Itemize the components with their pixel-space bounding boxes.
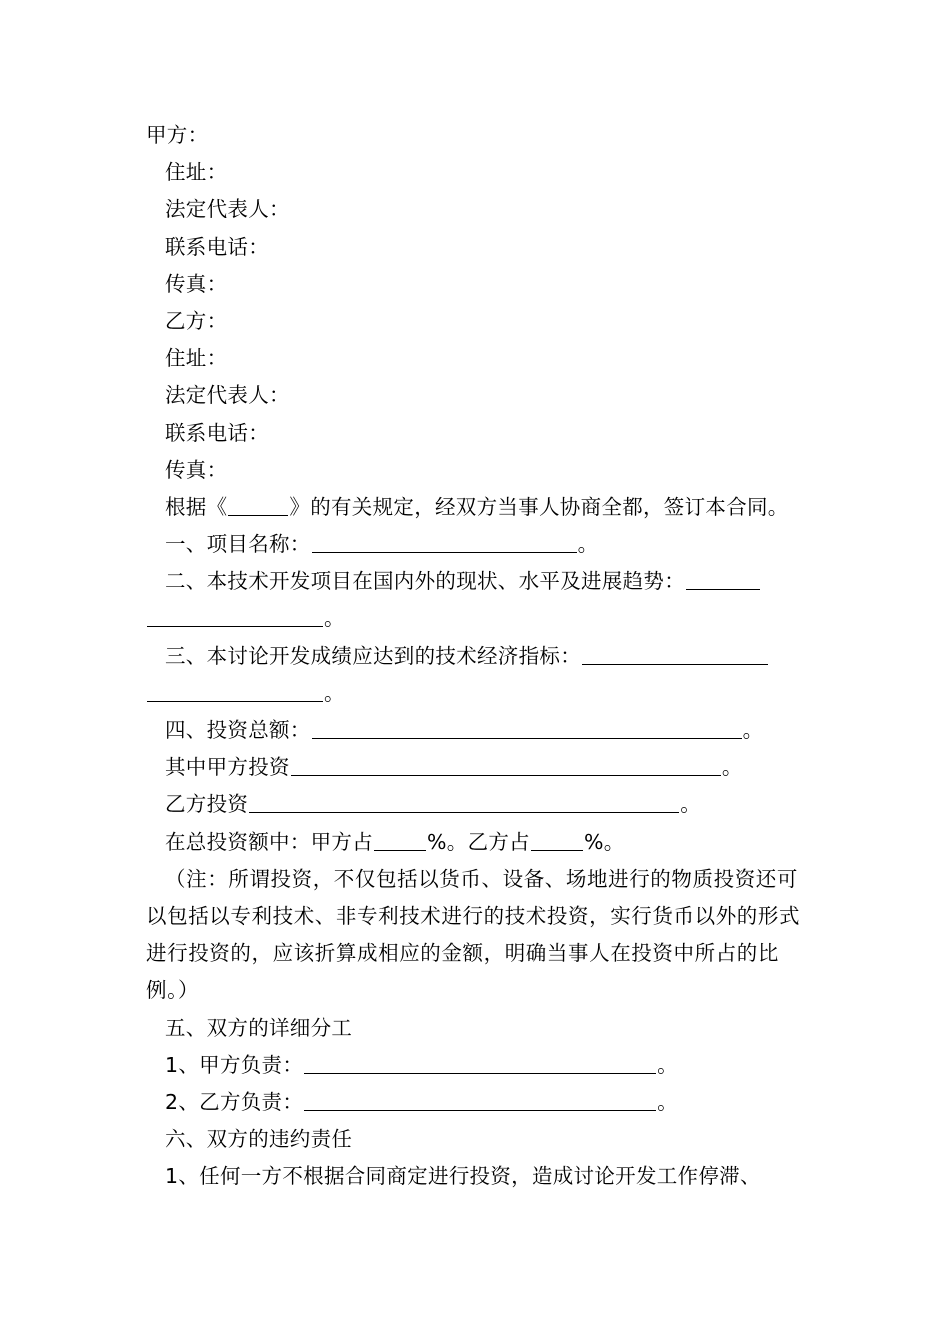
clause-6-title: 六、双方的违约责任 <box>165 1127 353 1152</box>
party-a-duty-blank[interactable] <box>304 1051 656 1074</box>
preamble <box>146 489 816 526</box>
total-investment-blank[interactable] <box>312 716 742 739</box>
party-a-duty-label: 1、甲方负责： <box>165 1052 304 1077</box>
party-b-duty-label: 2、乙方负责： <box>165 1089 304 1114</box>
clause-1-label: 一、项目名称： <box>165 532 311 557</box>
party-a-address: 住址： <box>165 160 228 185</box>
party-a-duty-end: 。 <box>657 1052 678 1077</box>
party-b-title: 乙方： <box>165 308 228 333</box>
party-a-phone: 联系电话： <box>165 234 269 259</box>
clause-3-end: 。 <box>324 680 345 705</box>
clause-3-label: 三、本讨论开发成绩应达到的技术经济指标： <box>165 643 581 668</box>
clause-4-label: 四、投资总额： <box>165 718 311 742</box>
preamble-before: 根据《 <box>165 494 228 519</box>
clause-5-title: 五、双方的详细分工 <box>165 1015 353 1040</box>
party-b-percent-blank[interactable] <box>531 828 583 851</box>
party-b-investment-label: 乙方投资 <box>165 792 249 817</box>
clause-1-end: 。 <box>577 532 599 557</box>
clause-3 <box>146 638 816 675</box>
party-b-duty-end: 。 <box>657 1089 678 1114</box>
clause-6-item-1: 1、任何一方不根据合同商定进行投资，造成讨论开发工作停滞、 <box>165 1164 761 1189</box>
contract-body <box>146 117 816 1196</box>
project-name-blank[interactable] <box>312 530 577 553</box>
index-blank-line2[interactable] <box>147 679 323 702</box>
clause-2-end: 。 <box>324 606 345 631</box>
clause-4 <box>146 712 816 749</box>
investment-ratio <box>146 824 816 861</box>
law-name-blank[interactable] <box>228 493 288 516</box>
party-a-investment <box>146 749 816 786</box>
party-a-title: 甲方： <box>146 123 209 147</box>
party-a-investment-blank[interactable] <box>291 753 721 776</box>
trend-blank-line2[interactable] <box>147 604 323 627</box>
investment-note: （注：所谓投资，不仅包括以货币、设备、场地进行的物质投资还可以包括以专利技术、非专利技术进行的技术投资，实行货币以外的形式进行投资的，应该折算成相应的金额，明确当事人在投资中所占的比例。） <box>146 866 801 1003</box>
party-a-fax: 传真： <box>165 271 228 296</box>
party-b-duty-blank[interactable] <box>304 1088 656 1111</box>
ratio-end: %。 <box>583 829 625 854</box>
party-a-investment-label: 其中甲方投资 <box>165 755 290 780</box>
preamble-after: 》的有关规定，经双方当事人协商全都，签订本合同。 <box>289 494 789 519</box>
trend-blank-line1[interactable] <box>686 567 760 590</box>
party-b-legal-rep: 法定代表人： <box>165 383 290 408</box>
clause-2-continued <box>146 600 816 637</box>
party-a-duty <box>146 1047 816 1084</box>
clause-4-end: 。 <box>742 718 764 742</box>
clause-3-continued <box>146 675 816 712</box>
party-a-investment-end: 。 <box>721 755 743 780</box>
ratio-prefix: 在总投资额中：甲方占 <box>165 829 373 854</box>
clause-1 <box>146 526 816 563</box>
clause-2-label: 二、本技术开发项目在国内外的现状、水平及进展趋势： <box>165 569 685 594</box>
party-a-legal-rep: 法定代表人： <box>165 197 290 222</box>
party-b-investment-blank[interactable] <box>249 790 679 813</box>
party-b-phone: 联系电话： <box>165 420 269 445</box>
party-b-address: 住址： <box>165 346 228 371</box>
party-b-investment <box>146 786 816 823</box>
party-b-duty <box>146 1084 816 1121</box>
party-b-investment-end: 。 <box>680 792 702 817</box>
party-b-fax: 传真： <box>165 457 228 482</box>
clause-2 <box>146 563 816 600</box>
party-a-percent-blank[interactable] <box>374 828 426 851</box>
index-blank-line1[interactable] <box>582 642 768 665</box>
ratio-mid: %。乙方占 <box>427 829 530 854</box>
